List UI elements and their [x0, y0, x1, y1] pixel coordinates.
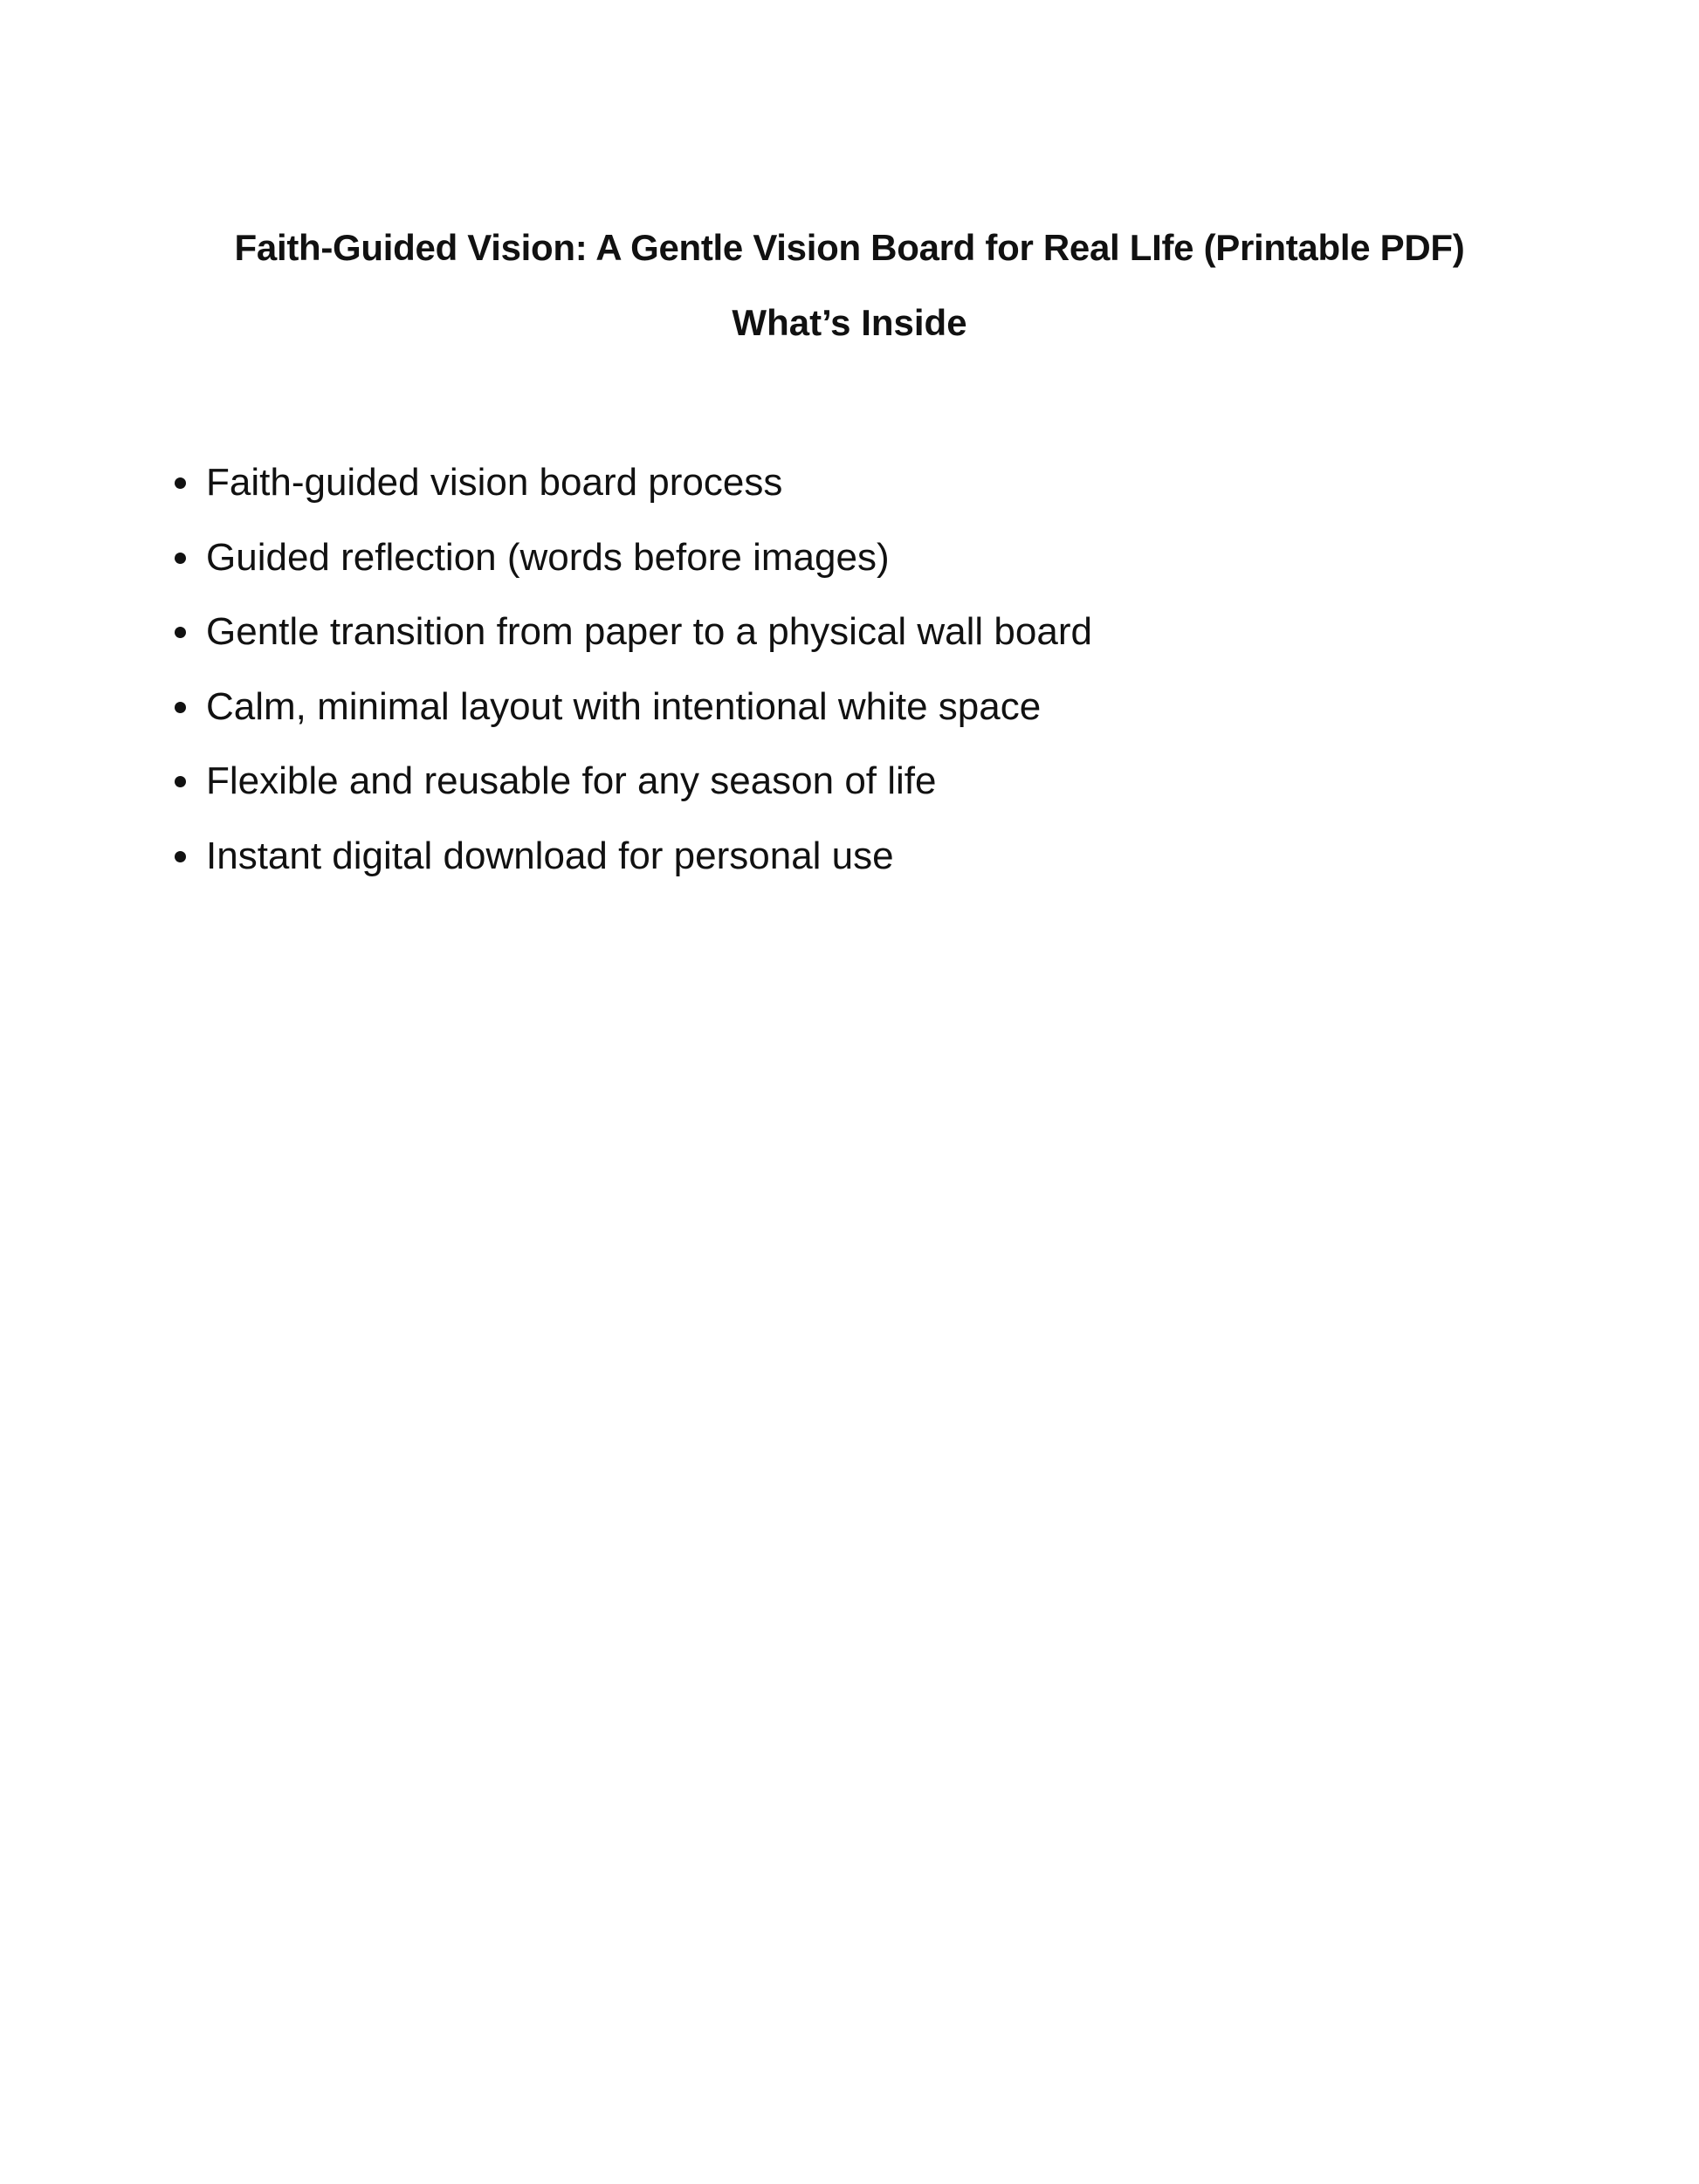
list-item-text: Calm, minimal layout with intentional white space [206, 684, 1042, 728]
list-item [171, 445, 1092, 520]
section-heading: What’s Inside [732, 302, 967, 343]
list-item [171, 744, 1092, 819]
document-title: Faith-Guided Vision: A Gentle Vision Board for Real LIfe (Printable PDF) [234, 227, 1465, 268]
list-item-text: Flexible and reusable for any season of life [206, 759, 937, 802]
list-item [171, 520, 1092, 595]
bullet-icon [175, 627, 186, 638]
list-item [171, 594, 1092, 670]
feature-list [171, 445, 1092, 893]
list-item-text: Guided reflection (words before images) [206, 535, 890, 579]
list-item [171, 670, 1092, 745]
list-item-text: Gentle transition from paper to a physical wall board [206, 610, 1092, 653]
bullet-icon [175, 477, 186, 489]
list-item [171, 819, 1092, 894]
list-item-text: Faith-guided vision board process [206, 461, 783, 504]
bullet-icon [175, 776, 186, 787]
bullet-icon [175, 851, 186, 862]
bullet-icon [175, 702, 186, 713]
list-item-text: Instant digital download for personal use [206, 834, 894, 877]
bullet-icon [175, 553, 186, 564]
